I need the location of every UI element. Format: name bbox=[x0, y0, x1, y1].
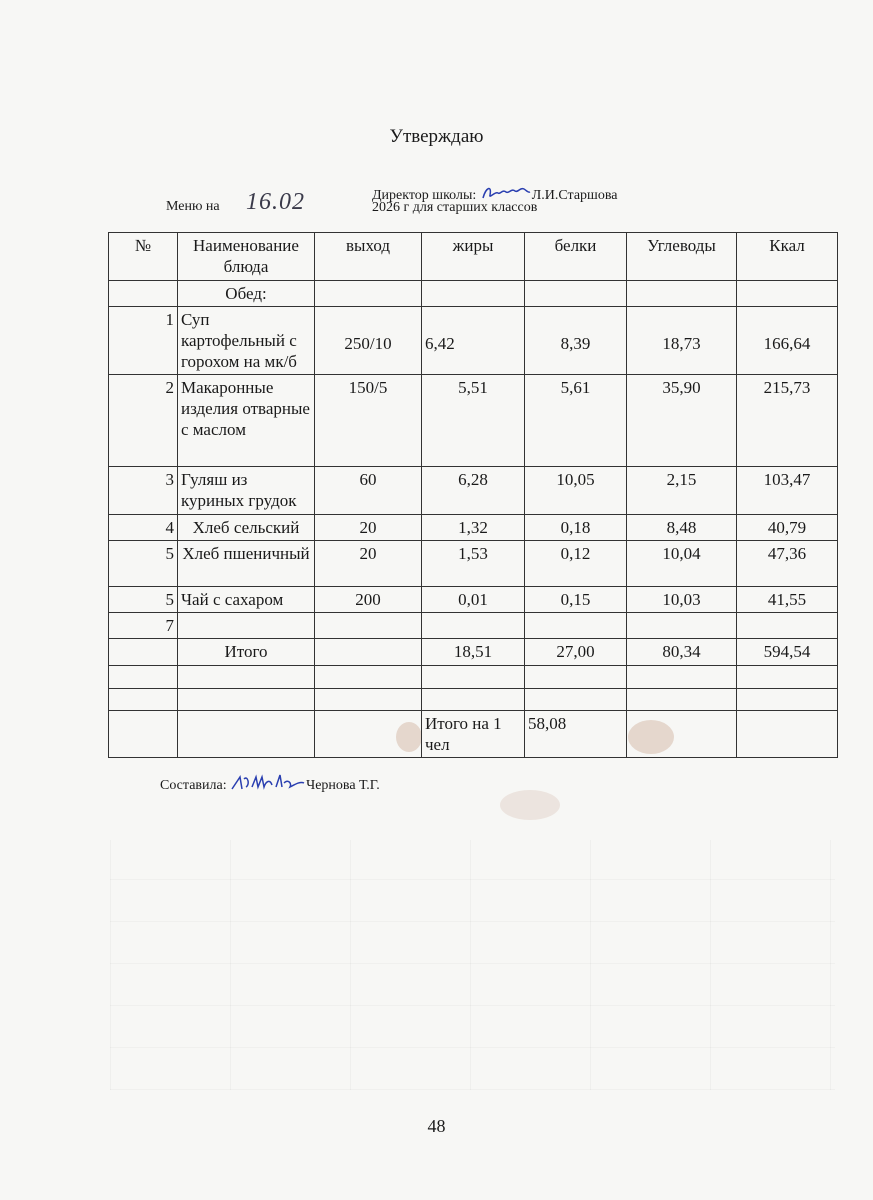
row-fat: 5,51 bbox=[422, 375, 525, 467]
table-row bbox=[109, 541, 838, 587]
header-carbs: Углеводы bbox=[627, 233, 737, 281]
table-row bbox=[109, 515, 838, 541]
page-number: 48 bbox=[427, 1116, 446, 1136]
row-kcal: 103,47 bbox=[737, 467, 838, 515]
bleed-through-background bbox=[110, 840, 835, 1090]
header-name: Наименование блюда bbox=[178, 233, 315, 281]
composer-name: Чернова Т.Г. bbox=[306, 778, 380, 793]
total-carbs: 80,34 bbox=[627, 639, 737, 666]
row-name: Суп картофельный с горохом на мк/б bbox=[178, 307, 315, 375]
empty-row bbox=[109, 689, 838, 711]
row-num: 4 bbox=[109, 515, 178, 541]
row-output: 20 bbox=[315, 541, 422, 587]
row-output: 150/5 bbox=[315, 375, 422, 467]
row-fat: 1,53 bbox=[422, 541, 525, 587]
row-name: Чай с сахаром bbox=[178, 587, 315, 613]
per-person-value: 58,08 bbox=[525, 711, 627, 758]
table-row bbox=[109, 307, 838, 375]
header-protein: белки bbox=[525, 233, 627, 281]
row-name: Гуляш из куриных грудок bbox=[178, 467, 315, 515]
row-num: 3 bbox=[109, 467, 178, 515]
header-kcal: Ккал bbox=[737, 233, 838, 281]
row-output: 20 bbox=[315, 515, 422, 541]
composer-signature bbox=[230, 771, 306, 795]
table-row bbox=[109, 375, 838, 467]
per-person-row bbox=[109, 711, 838, 758]
table-row bbox=[109, 587, 838, 613]
row-fat: 6,28 bbox=[422, 467, 525, 515]
row-kcal: 40,79 bbox=[737, 515, 838, 541]
row-num: 2 bbox=[109, 375, 178, 467]
row-kcal: 166,64 bbox=[737, 307, 838, 375]
table-header-row bbox=[109, 233, 838, 281]
row-carbs: 10,03 bbox=[627, 587, 737, 613]
total-label: Итого bbox=[178, 639, 315, 666]
row-protein: 0,12 bbox=[525, 541, 627, 587]
row-carbs: 2,15 bbox=[627, 467, 737, 515]
section-row bbox=[109, 281, 838, 307]
row-carbs: 35,90 bbox=[627, 375, 737, 467]
row-protein: 5,61 bbox=[525, 375, 627, 467]
approval-title: Утверждаю bbox=[389, 126, 484, 147]
director-name: Л.И.Старшова bbox=[531, 188, 618, 203]
row-protein: 8,39 bbox=[525, 307, 627, 375]
header-output: выход bbox=[315, 233, 422, 281]
row-name: Хлеб пшеничный bbox=[178, 541, 315, 587]
row-kcal: 41,55 bbox=[737, 587, 838, 613]
header-fat: жиры bbox=[422, 233, 525, 281]
row-carbs: 8,48 bbox=[627, 515, 737, 541]
row-output: 60 bbox=[315, 467, 422, 515]
header-num: № bbox=[109, 233, 178, 281]
total-fat: 18,51 bbox=[422, 639, 525, 666]
row-kcal: 47,36 bbox=[737, 541, 838, 587]
row-name: Макаронные изделия отварные с маслом bbox=[178, 375, 315, 467]
row-num: 5 bbox=[109, 541, 178, 587]
row-protein: 0,18 bbox=[525, 515, 627, 541]
composer-line bbox=[160, 771, 380, 795]
row-fat: 1,32 bbox=[422, 515, 525, 541]
table-row bbox=[109, 467, 838, 515]
table-row bbox=[109, 613, 838, 639]
row-num: 7 bbox=[109, 613, 178, 639]
row-carbs: 10,04 bbox=[627, 541, 737, 587]
menu-date: 16.02 bbox=[246, 189, 305, 215]
row-carbs: 18,73 bbox=[627, 307, 737, 375]
total-kcal: 594,54 bbox=[737, 639, 838, 666]
year-note: 2026 г для старших классов bbox=[372, 200, 538, 215]
row-kcal: 215,73 bbox=[737, 375, 838, 467]
row-fat: 0,01 bbox=[422, 587, 525, 613]
menu-table bbox=[108, 232, 838, 758]
total-protein: 27,00 bbox=[525, 639, 627, 666]
row-name: Хлеб сельский bbox=[178, 515, 315, 541]
empty-row bbox=[109, 666, 838, 689]
row-num: 5 bbox=[109, 587, 178, 613]
row-num: 1 bbox=[109, 307, 178, 375]
row-output: 250/10 bbox=[315, 307, 422, 375]
total-row bbox=[109, 639, 838, 666]
director-label: Директор школы: bbox=[372, 188, 477, 203]
per-person-label: Итого на 1 чел bbox=[422, 711, 525, 758]
composer-label: Составила: bbox=[160, 778, 227, 793]
row-output: 200 bbox=[315, 587, 422, 613]
stain bbox=[500, 790, 560, 820]
row-fat: 6,42 bbox=[422, 307, 525, 375]
section-label: Обед: bbox=[178, 281, 315, 307]
row-protein: 10,05 bbox=[525, 467, 627, 515]
menu-label: Меню на bbox=[166, 199, 220, 214]
row-protein: 0,15 bbox=[525, 587, 627, 613]
